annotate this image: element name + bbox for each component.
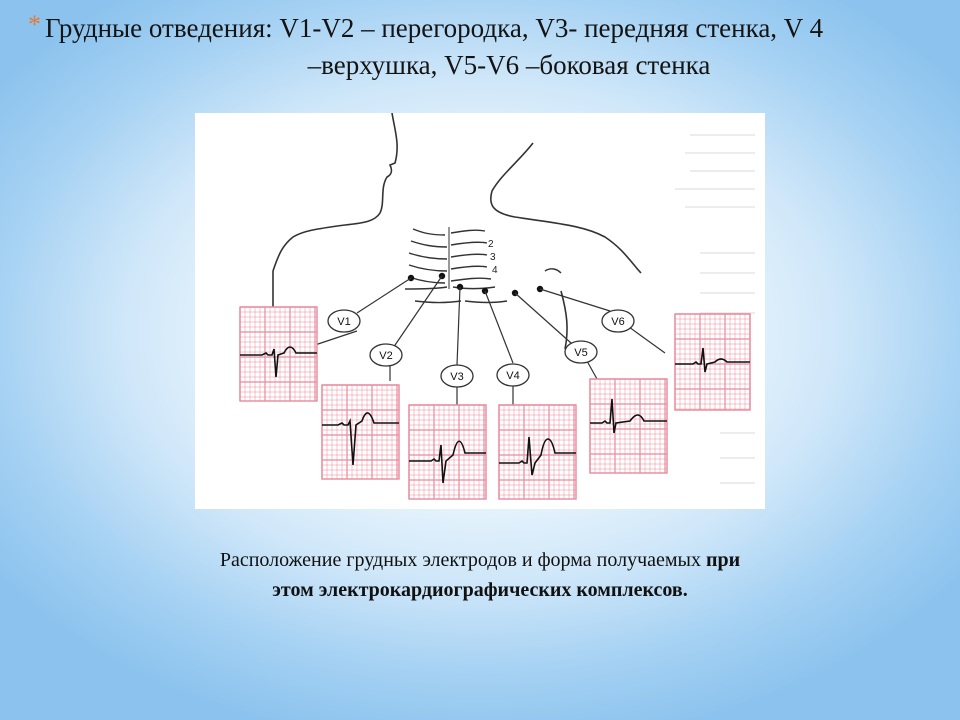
- figure-drawing: [195, 113, 765, 509]
- torso-outline: [273, 113, 641, 371]
- lead-label-v1: V1: [337, 316, 351, 328]
- lead-label-v4: V4: [506, 370, 520, 382]
- caption-bold-2: этом электрокардиографических комплексов.: [272, 579, 688, 601]
- caption-bold-1: при: [705, 549, 741, 571]
- slide-title: [28, 10, 960, 90]
- lead-label-v5: V5: [574, 347, 588, 359]
- ecg-strip: [322, 385, 399, 479]
- ecg-strip: [675, 314, 750, 410]
- lead-label-v3: V3: [450, 371, 464, 383]
- ecg-strip: [240, 307, 317, 401]
- caption-text: Расположение грудных электродов и форма получаемых: [219, 549, 706, 571]
- ecg-strip: [409, 405, 486, 499]
- title-line-1: Грудные отведения: V1-V2 – перегородка, V3- передняя стенка, V 4: [45, 13, 824, 43]
- rib-number: 2: [488, 239, 494, 250]
- scan-artifacts: [675, 135, 755, 483]
- ecg-strips: [240, 307, 750, 499]
- title-bullet: *: [28, 10, 41, 39]
- lead-label-v2: V2: [379, 350, 393, 362]
- title-line-2: –верхушка, V5-V6 –боковая стенка: [307, 50, 711, 80]
- rib-number: 4: [492, 265, 498, 276]
- ecg-strip: [590, 379, 667, 473]
- lead-circles: [328, 310, 634, 387]
- ecg-strip: [499, 405, 576, 499]
- ecg-electrode-figure: [195, 113, 765, 509]
- figure-caption: [100, 545, 860, 605]
- lead-label-v6: V6: [611, 316, 625, 328]
- electrode-dots: [408, 273, 543, 296]
- rib-number: 3: [490, 252, 496, 263]
- rib-number-group: [488, 239, 498, 276]
- lead-label-group: [337, 316, 624, 383]
